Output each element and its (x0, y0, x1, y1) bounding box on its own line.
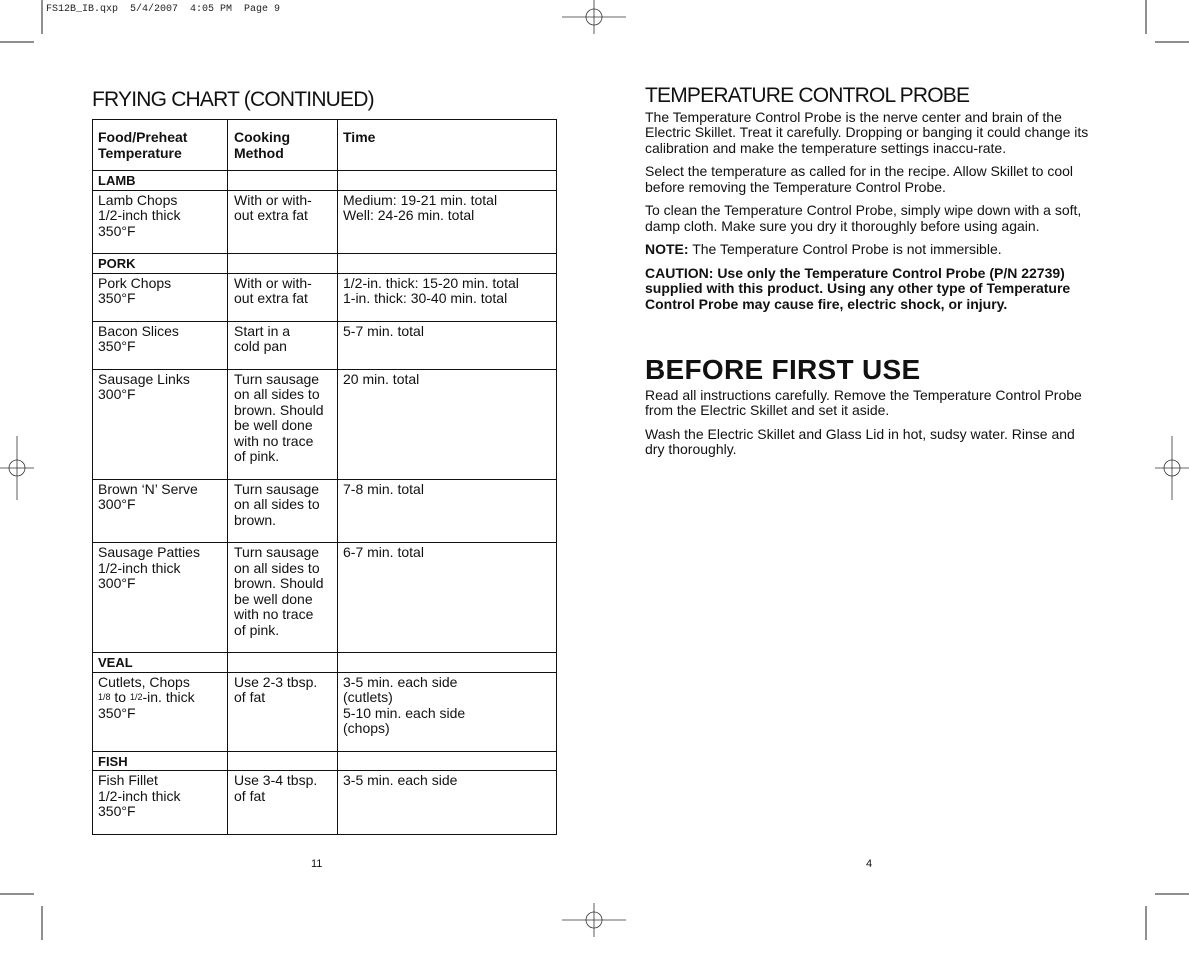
food-cell: Sausage Patties 1/2-inch thick 300°F (93, 543, 228, 653)
food-line: Cutlets, Chops (98, 673, 190, 690)
section-label: FISH (93, 751, 228, 771)
table-row (93, 543, 557, 653)
food-cell: Fish Fillet 1/2-inch thick 350°F (93, 771, 228, 835)
time-cell: 1/2-in. thick: 15-20 min. total 1-in. thick: 30-40 min. total (338, 273, 557, 321)
time-cell: 5-7 min. total (338, 321, 557, 369)
probe-paragraph-2: Select the temperature as called for in the recipe. Allow Skillet to cool before removing the Temperature Control Probe. (645, 163, 1073, 195)
table-row (93, 672, 557, 751)
right-page (645, 84, 1097, 466)
first-use-paragraph-1: Read all instructions carefully. Remove the Temperature Control Probe from the Electric Skillet and set it aside. (645, 386, 1082, 418)
registration-mark-left (0, 436, 34, 500)
method-cell: Turn sausage on all sides to brown. Should be well done with no trace of pink. (228, 369, 338, 479)
registration-mark-bottom (562, 903, 626, 937)
section-row-fish (93, 751, 557, 771)
registration-mark-right (1155, 436, 1189, 500)
first-use-paragraph-2: Wash the Electric Skillet and Glass Lid in hot, sudsy water. Rinse and dry thoroughly. (645, 425, 1075, 457)
table-row (93, 479, 557, 543)
time-cell: 3-5 min. each side (338, 771, 557, 835)
header-food: Food/Preheat Temperature (93, 120, 228, 171)
method-cell: With or with- out extra fat (228, 190, 338, 254)
method-cell: Turn sausage on all sides to brown. Should be well done with no trace of pink. (228, 543, 338, 653)
probe-paragraph-1: The Temperature Control Probe is the nerve center and brain of the Electric Skillet. Treat it carefully. Dropping or banging it could change its calibration and make the temperature settings inaccu-rate. (645, 108, 1089, 156)
registration-mark-top (562, 0, 626, 34)
method-cell: Use 3-4 tbsp. of fat (228, 771, 338, 835)
food-to: to (110, 689, 130, 705)
before-first-use-title: BEFORE FIRST USE (645, 354, 921, 385)
table-row (93, 273, 557, 321)
food-thickness: -in. thick (142, 689, 195, 705)
fraction-one-eighth: 1/8 (98, 692, 111, 702)
food-cell (93, 672, 228, 751)
food-cell: Pork Chops 350°F (93, 273, 228, 321)
frying-chart-table (92, 119, 557, 835)
time-cell: 6-7 min. total (338, 543, 557, 653)
time-cell: 7-8 min. total (338, 479, 557, 543)
method-cell: Use 2-3 tbsp. of fat (228, 672, 338, 751)
print-slug: FS12B_IB.qxp 5/4/2007 4:05 PM Page 9 (46, 4, 281, 15)
header-time: Time (338, 120, 557, 171)
left-page-number: 11 (311, 858, 323, 870)
method-cell: With or with- out extra fat (228, 273, 338, 321)
caution-text: CAUTION: Use only the Temperature Control Probe (P/N 22739) supplied with this product. Using any other type of Temperature Control Probe may cause fire, electric shock, or injury. (645, 264, 1071, 312)
section-row-lamb (93, 171, 557, 191)
table-row (93, 321, 557, 369)
caution-paragraph (645, 266, 1097, 313)
section-row-pork (93, 254, 557, 274)
time-cell: 20 min. total (338, 369, 557, 479)
section-label: VEAL (93, 653, 228, 673)
header-method: Cooking Method (228, 120, 338, 171)
food-temperature: 350°F (98, 704, 136, 721)
method-cell: Turn sausage on all sides to brown. (228, 479, 338, 543)
section-label: LAMB (93, 171, 228, 191)
note-text: The Temperature Control Probe is not immersible. (688, 241, 1002, 257)
time-cell: 3-5 min. each side (cutlets) 5-10 min. each side (chops) (338, 672, 557, 751)
frying-chart-title: FRYING CHART (CONTINUED) (92, 88, 374, 111)
food-cell: Bacon Slices 350°F (93, 321, 228, 369)
note-label: NOTE: (645, 241, 689, 257)
table-row (93, 369, 557, 479)
right-page-number: 4 (866, 858, 873, 870)
food-cell: Lamb Chops 1/2-inch thick 350°F (93, 190, 228, 254)
table-header-row (93, 120, 557, 171)
table-row (93, 771, 557, 835)
food-cell: Brown ‘N’ Serve 300°F (93, 479, 228, 543)
method-cell: Start in a cold pan (228, 321, 338, 369)
section-row-veal (93, 653, 557, 673)
section-label: PORK (93, 254, 228, 274)
note-paragraph (645, 242, 1097, 258)
fraction-one-half: 1/2 (129, 692, 143, 702)
probe-section-title: TEMPERATURE CONTROL PROBE (645, 84, 970, 107)
probe-paragraph-3: To clean the Temperature Control Probe, simply wipe down with a soft, damp cloth. Make sure you dry it thoroughly before using again. (645, 202, 1082, 234)
food-cell: Sausage Links 300°F (93, 369, 228, 479)
time-cell: Medium: 19-21 min. total Well: 24-26 min. total (338, 190, 557, 254)
table-row (93, 190, 557, 254)
